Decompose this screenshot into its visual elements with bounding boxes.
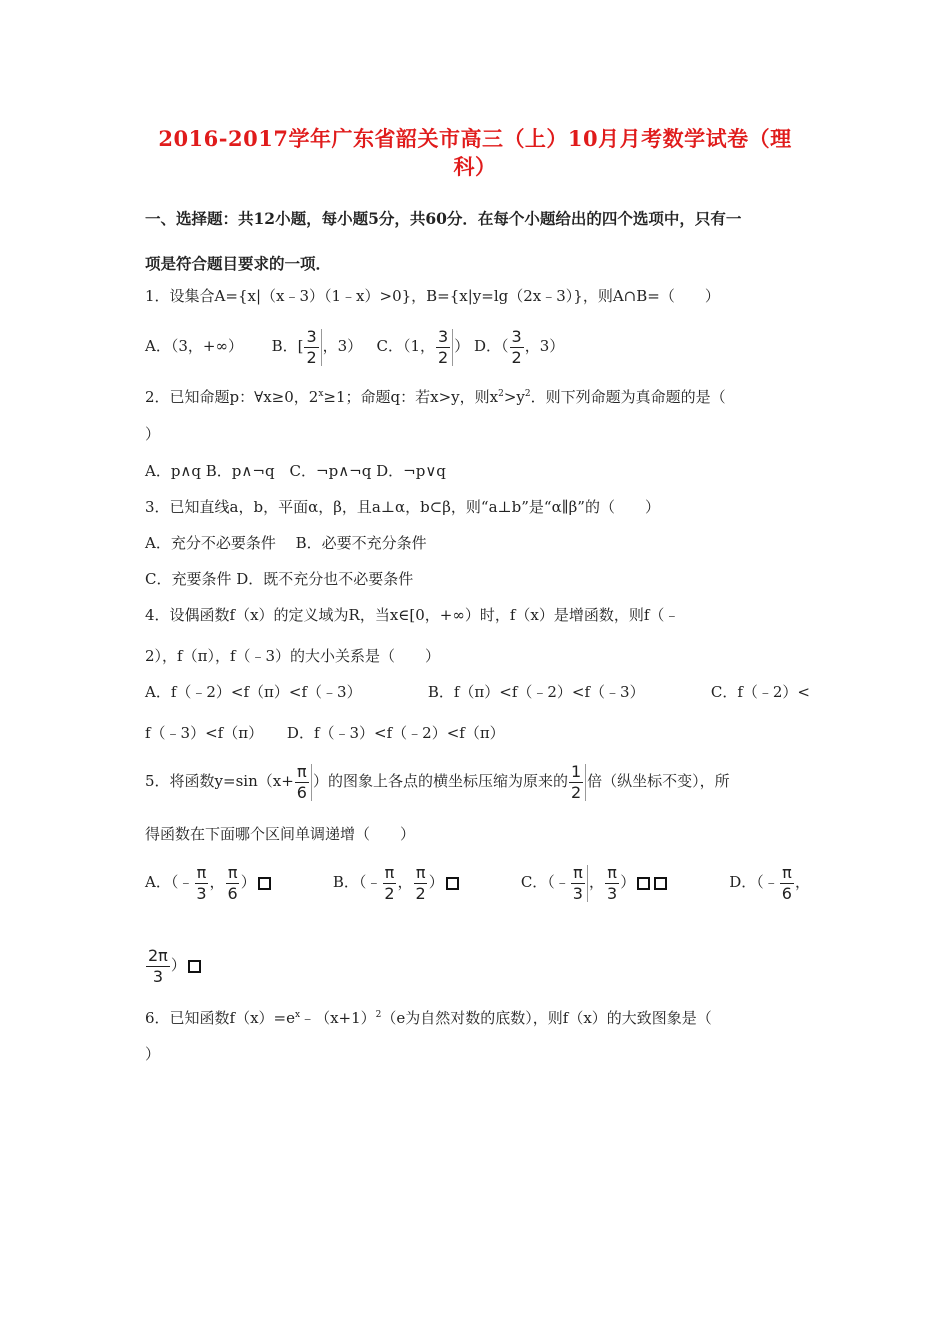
square-icon <box>188 960 201 973</box>
q4-option-a: A．f（﹣2）<f（π）<f（﹣3） <box>145 683 362 701</box>
q1-options <box>145 328 810 366</box>
q4-option-c: C．f（﹣2）< <box>710 683 810 701</box>
q5-option-a: A．（﹣ $\frac{\pi}{3}$ ， $\frac{\pi}{6}$ ） <box>145 862 273 902</box>
q1-option-b-pre: B．[ <box>271 337 304 355</box>
section-heading-line2: 项是符合题目要求的一项． <box>145 254 332 273</box>
exam-title-line2: 科） <box>453 154 497 179</box>
q1-fraction-d: $\frac{3}{2}$ <box>511 326 522 367</box>
q5-option-d: D．（﹣ $\frac{\pi}{6}$ ， <box>729 862 810 903</box>
q2-options: A．p∧q B．p∧¬q C．¬p∧¬q D．¬p∨q <box>145 462 446 480</box>
q5-stem-line2: 得函数在下面哪个区间单调递增（ ） <box>145 825 416 843</box>
square-icon <box>637 877 650 890</box>
q1-option-d-pre: D．（ <box>474 337 509 355</box>
square-icon <box>654 877 667 890</box>
q4-options-line1 <box>145 682 810 702</box>
q5-fraction-2pi-3: $\frac{2\pi}{3}$ <box>148 945 168 986</box>
q5-fraction-pi-6: $\frac{\pi}{6}$ <box>295 764 312 801</box>
q5-option-d-cont: $\frac{2\pi}{3}$ ） <box>145 944 810 986</box>
q1-option-d-post: ，3） <box>524 337 565 355</box>
q6-stem-line2: ） <box>145 1045 161 1063</box>
q4-option-d: D．f（﹣3）<f（﹣2）<f（π） <box>286 724 505 742</box>
q5-stem: 5．将函数y=sin（x+ $\frac{\pi}{6}$ ）的图象上各点的横坐标压缩为原来的 $\frac{1}{2}$ 倍（纵坐标不变），所 <box>145 761 730 802</box>
q4-stem-line2: 2），f（π），f（﹣3）的大小关系是（ ） <box>145 647 441 665</box>
q4-options-line2 <box>145 723 810 743</box>
q6-stem: 6．已知函数$f(x)=e^x﹣(x+1)^2(e$为自然对数的底数），则f（x）的大致图象是（ <box>145 1009 712 1027</box>
q1-option-c-pre: C．（1， <box>376 337 436 355</box>
q5-options <box>145 862 810 902</box>
q1-option-b-post: ，3） <box>322 337 363 355</box>
q5-option-c: C．（﹣ $\frac{\pi}{3}$ ， $\frac{\pi}{3}$ ） <box>521 862 669 902</box>
q2-stem: 2．已知命题p：∀x≥0，$2^x\ge 1$；命题q：若x>y，则$x^2>y^2$．则下列命题为真命题的是（ <box>145 388 726 406</box>
q1-option-a: A．（3，+∞） <box>145 337 243 355</box>
q1-fraction-c: $\frac{3}{2}$ <box>436 329 453 366</box>
q1-option-c-post: ） <box>454 337 470 355</box>
q5-fraction-1-2: $\frac{1}{2}$ <box>569 764 586 801</box>
exam-title-line1: 2016-2017学年广东省韶关市高三（上）10月月考数学试卷（理 <box>158 126 792 151</box>
q4-option-c-cont: f（﹣3）<f（π） <box>145 724 264 742</box>
q1-stem: 1．设集合A={x|（x﹣3）（1﹣x）>0}，B={x|y=lg（2x﹣3）}，则A∩B=（ ） <box>145 287 720 305</box>
q2-stem-line2: ） <box>145 425 161 443</box>
q1-fraction-b: $\frac{3}{2}$ <box>304 329 321 366</box>
q5-option-b: B．（﹣ $\frac{\pi}{2}$ ， $\frac{\pi}{2}$ ） <box>333 862 461 902</box>
square-icon <box>446 877 459 890</box>
q3-stem: 3．已知直线a，b，平面α，β，且a⊥α，b⊂β，则“a⊥b”是“α∥β”的（ ） <box>145 498 660 516</box>
section-heading-line1: 一、选择题：共12小题，每小题5分，共60分．在每个小题给出的四个选项中，只有一 <box>145 209 742 228</box>
q3-options-line2: C．充要条件 D．既不充分也不必要条件 <box>145 570 414 588</box>
q4-stem-line1: 4．设偶函数f（x）的定义域为R，当x∈[0，+∞）时，f（x）是增函数，则f（﹣ <box>145 606 680 624</box>
q4-option-b: B．f（π）<f（﹣2）<f（﹣3） <box>427 683 645 701</box>
q3-options-line1: A．充分不必要条件 B．必要不充分条件 <box>145 534 427 552</box>
square-icon <box>258 877 271 890</box>
